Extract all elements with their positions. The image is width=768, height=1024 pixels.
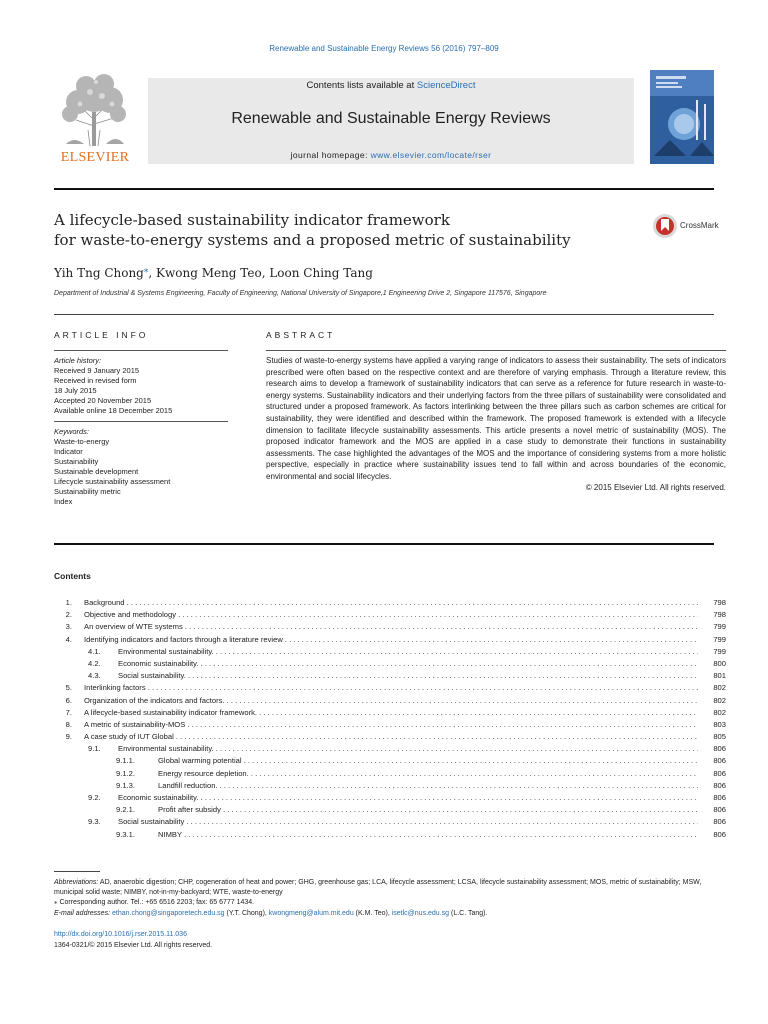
toc-entry[interactable] — [54, 744, 726, 756]
publisher-name: ELSEVIER — [60, 150, 130, 165]
issn-copyright: 1364-0321/© 2015 Elsevier Ltd. All rights reserved. — [54, 941, 213, 949]
toc-entry[interactable] — [54, 610, 726, 622]
toc-entry-number: 9.1.2. — [116, 768, 135, 778]
toc-entry-number: 2. — [65, 610, 72, 620]
toc-entry-page: 800 — [713, 658, 726, 668]
abbreviations-footnote — [54, 878, 726, 898]
journal-header — [54, 70, 714, 166]
toc-entry-page: 801 — [713, 671, 726, 681]
doi-link[interactable]: http://dx.doi.org/10.1016/j.rser.2015.11.036 — [54, 931, 187, 938]
keywords-heading: Keywords: — [54, 427, 90, 436]
corresponding-author-mark[interactable]: ⁎ — [143, 265, 149, 275]
toc-entry-title[interactable]: Background . . . — [84, 598, 698, 607]
other-authors: , Kwong Meng Teo, Loon Ching Tang — [148, 266, 373, 280]
toc-entry-page: 802 — [713, 707, 726, 717]
article-title-line-2: for waste-to-energy systems and a proposed metric of sustainability — [54, 231, 571, 249]
toc-entry-title[interactable]: Identifying indicators and factors through a literature review . . . — [84, 635, 698, 644]
toc-entry-page: 802 — [713, 683, 726, 693]
footnote-divider — [54, 871, 100, 872]
toc-entry-number: 9.1. — [88, 744, 101, 754]
toc-entry[interactable] — [54, 696, 726, 708]
header-divider — [54, 188, 714, 190]
toc-entry-number: 6. — [65, 695, 72, 705]
toc-entry[interactable] — [54, 635, 726, 647]
author-list — [54, 265, 714, 280]
history-line: Received 9 January 2015 — [54, 366, 140, 375]
toc-entry-title[interactable]: Landfill reduction. . . . — [158, 781, 698, 790]
toc-entry-title[interactable]: Objective and methodology . . . — [84, 610, 698, 619]
toc-entry[interactable] — [54, 598, 726, 610]
email-owner: (L.C. Tang). — [449, 909, 488, 917]
toc-entry-title[interactable]: Economic sustainability. . . . — [118, 659, 698, 668]
toc-entry-title[interactable]: Global warming potential . . . — [158, 756, 698, 765]
toc-entry-page: 803 — [713, 719, 726, 729]
toc-entry-number: 4.1. — [88, 646, 101, 656]
toc-entry-title[interactable]: Energy resource depletion. . . . — [158, 769, 698, 778]
toc-entry-page: 806 — [713, 817, 726, 827]
toc-entry-page: 806 — [713, 805, 726, 815]
toc-entry-title[interactable]: Environmental sustainability. . . . — [118, 744, 698, 753]
abstract-panel — [266, 350, 726, 492]
toc-entry-title[interactable]: NIMBY . . . — [158, 830, 698, 839]
toc-entry[interactable] — [54, 805, 726, 817]
email-owner: (K.M. Teo), — [353, 909, 392, 917]
sciencedirect-link[interactable]: ScienceDirect — [416, 80, 476, 91]
toc-entry-number: 5. — [65, 683, 72, 693]
homepage-label: journal homepage: — [290, 150, 371, 160]
toc-entry-title[interactable]: A case study of IUT Global . . . — [84, 732, 698, 741]
keyword-item: Index — [54, 497, 73, 506]
keyword-item: Sustainability — [54, 457, 99, 466]
crossmark-label: CrossMark — [680, 221, 719, 230]
email-owner: (Y.T. Chong), — [224, 909, 269, 917]
toc-entry-number: 4.2. — [88, 658, 101, 668]
toc-entry-number: 4. — [65, 634, 72, 644]
toc-entry-page: 798 — [713, 610, 726, 620]
info-divider — [54, 314, 714, 315]
article-history-heading: Article history: — [54, 356, 102, 365]
abstract-copyright: © 2015 Elsevier Ltd. All rights reserved. — [585, 482, 726, 492]
toc-entry-title[interactable]: Profit after subsidy . . . — [158, 805, 698, 814]
article-history — [54, 351, 228, 416]
email-link[interactable]: ethan.chong@singaporetech.edu.sg — [111, 909, 225, 917]
journal-header-band — [148, 78, 634, 164]
abbreviations-heading: Abbreviations: — [54, 879, 99, 886]
toc-entry-page: 806 — [713, 780, 726, 790]
crossmark-badge[interactable] — [652, 212, 732, 240]
email-link[interactable]: kwongmeng@alum.mit.edu — [268, 909, 354, 917]
crossmark-icon — [652, 212, 678, 240]
keyword-item: Indicator — [54, 447, 83, 456]
abstract-heading: ABSTRACT — [266, 330, 336, 340]
toc-entry-title[interactable]: Social sustainability . . . — [118, 817, 698, 826]
toc-entry-page: 806 — [713, 793, 726, 802]
keyword-item: Lifecycle sustainability assessment — [54, 477, 171, 486]
history-line: Available online 18 December 2015 — [54, 406, 173, 415]
toc-entry-page: 806 — [713, 744, 726, 754]
toc-entry-number: 9.1.1. — [116, 756, 135, 766]
history-line: Accepted 20 November 2015 — [54, 396, 152, 405]
toc-entry-page: 799 — [713, 622, 726, 632]
article-title — [54, 210, 634, 250]
toc-entry-number: 9. — [65, 732, 72, 742]
toc-entry[interactable] — [54, 622, 726, 634]
history-line: 18 July 2015 — [54, 386, 97, 395]
keyword-item: Sustainable development — [54, 467, 139, 476]
contents-heading: Contents — [54, 571, 91, 581]
email-footnote — [54, 909, 726, 919]
abbreviations-text: AD, anaerobic digestion; CHP, cogeneration of heat and power; GHG, greenhouse gas; LCA, lifecycle assessment; LCSA, lifecycle sustainability assessment; MOS, metric of sustainability; MSW, municipal solid waste; NIMBY, not-in-my-backyard; WTE, waste-to-energy — [54, 879, 702, 897]
keyword-item: Sustainability metric — [54, 487, 121, 496]
toc-entry-page: 798 — [713, 598, 726, 607]
elsevier-tree-logo-icon — [54, 70, 136, 166]
toc-entry-title[interactable]: Economic sustainability. . . . — [118, 793, 698, 802]
author-name: Yih Tng Chong — [54, 266, 144, 280]
toc-entry-number: 8. — [65, 719, 72, 729]
toc-entry[interactable] — [54, 683, 726, 695]
history-line: Received in revised form — [54, 376, 137, 385]
toc-entry-page: 806 — [713, 768, 726, 778]
toc-entry-title[interactable]: Interlinking factors . . . — [84, 683, 698, 692]
toc-entry-title[interactable]: A lifecycle-based sustainability indicator framework. . . . — [84, 708, 698, 717]
toc-entry[interactable] — [54, 817, 726, 829]
toc-entry-number: 9.2. — [88, 793, 101, 802]
email-heading: E-mail addresses: — [54, 909, 111, 917]
toc-entry-number: 7. — [65, 707, 72, 717]
toc-entry-page: 799 — [713, 646, 726, 656]
corresponding-author-footnote: ⁎ Corresponding author. Tel.: +65 6516 2203; fax: 65 6777 1434. — [54, 899, 255, 907]
article-title-line-1: A lifecycle-based sustainability indicator framework — [54, 211, 450, 229]
homepage-link[interactable]: www.elsevier.com/locate/rser — [370, 150, 492, 160]
toc-entry-title[interactable]: An overview of WTE systems . . . — [84, 622, 698, 631]
email-link[interactable]: isetlc@nus.edu.sg — [391, 909, 450, 917]
toc-entry-title[interactable]: Environmental sustainability. . . . — [118, 647, 698, 656]
table-of-contents — [54, 598, 726, 842]
contents-available-text: Contents lists available at — [306, 80, 417, 91]
toc-entry-title[interactable]: Social sustainability. . . . — [118, 671, 698, 680]
toc-entry[interactable] — [54, 708, 726, 720]
keyword-item: Waste-to-energy — [54, 437, 110, 446]
journal-title: Renewable and Sustainable Energy Reviews — [231, 110, 551, 127]
keywords-block — [54, 422, 228, 507]
toc-entry-page: 805 — [713, 732, 726, 742]
article-info-panel — [54, 350, 228, 507]
toc-entry[interactable] — [54, 781, 726, 793]
toc-entry[interactable] — [54, 659, 726, 671]
toc-entry[interactable] — [54, 671, 726, 683]
toc-entry-number: 9.2.1. — [116, 805, 135, 815]
toc-entry-page: 806 — [713, 829, 726, 839]
abstract-bottom-divider — [54, 543, 714, 545]
toc-entry[interactable] — [54, 732, 726, 744]
toc-entry-page: 799 — [713, 634, 726, 644]
toc-entry[interactable] — [54, 720, 726, 732]
toc-entry-title[interactable]: Organization of the indicators and factors. . . . — [84, 696, 698, 705]
footnotes — [54, 878, 726, 919]
toc-entry-number: 9.3. — [88, 817, 101, 827]
toc-entry[interactable] — [54, 830, 726, 842]
toc-entry[interactable] — [54, 756, 726, 768]
toc-entry-page: 806 — [713, 756, 726, 766]
toc-entry-number: 9.1.3. — [116, 780, 135, 790]
journal-citation[interactable]: Renewable and Sustainable Energy Reviews 56 (2016) 797–809 — [269, 44, 499, 53]
journal-cover-image — [650, 70, 714, 164]
doi-block — [54, 930, 212, 951]
toc-entry[interactable] — [54, 769, 726, 781]
toc-entry-title[interactable]: A metric of sustainability-MOS . . . — [84, 720, 698, 729]
toc-entry-page: 802 — [713, 695, 726, 705]
abstract-text: Studies of waste-to-energy systems have applied a varying range of indicators to assess their sustainability. The sets of indicators prescribed were often based on the respective context and are therefore of varying emphasis. Through a literature review, this research aims to develop a framework of sustainability indicators that can serve as a reference for future research in waste-to-energy systems. Sustainability indicators and their underlying factors from the three pillars of sustainability were consolidated and structured under a proposed framework. As factors interlinking between the three pillars such as carbon schemes are critical for sustainability, they were identified and described within the framework. The proposed framework is extended with a lifecycle dimension to facilitate lifecycle sustainability assessments. This article presents a novel metric of sustainability (MOS). The proposed indicator framework and the MOS are applied in a case study to demonstrate their functions in sustainability assessments. The case highlighted the advantages of the MOS and the importance of considering systems from a more holistic perspective, especially in practice where sustainability issues tend to fall within and across boundaries of the economic, environmental and social lifecycles. — [266, 356, 726, 481]
journal-homepage-line — [148, 150, 634, 160]
toc-entry-number: 9.3.1. — [116, 829, 135, 839]
toc-entry[interactable] — [54, 647, 726, 659]
contents-available-line — [148, 80, 634, 91]
article-info-heading: ARTICLE INFO — [54, 330, 149, 340]
toc-entry-number: 1. — [65, 598, 72, 607]
toc-entry-number: 4.3. — [88, 671, 101, 681]
toc-entry[interactable] — [54, 793, 726, 805]
author-affiliation: Department of Industrial & Systems Engineering, Faculty of Engineering, National University of Singapore,1 Engineering Drive 2, Singapore 117576, Singapore — [54, 290, 547, 297]
toc-entry-number: 3. — [65, 622, 72, 632]
